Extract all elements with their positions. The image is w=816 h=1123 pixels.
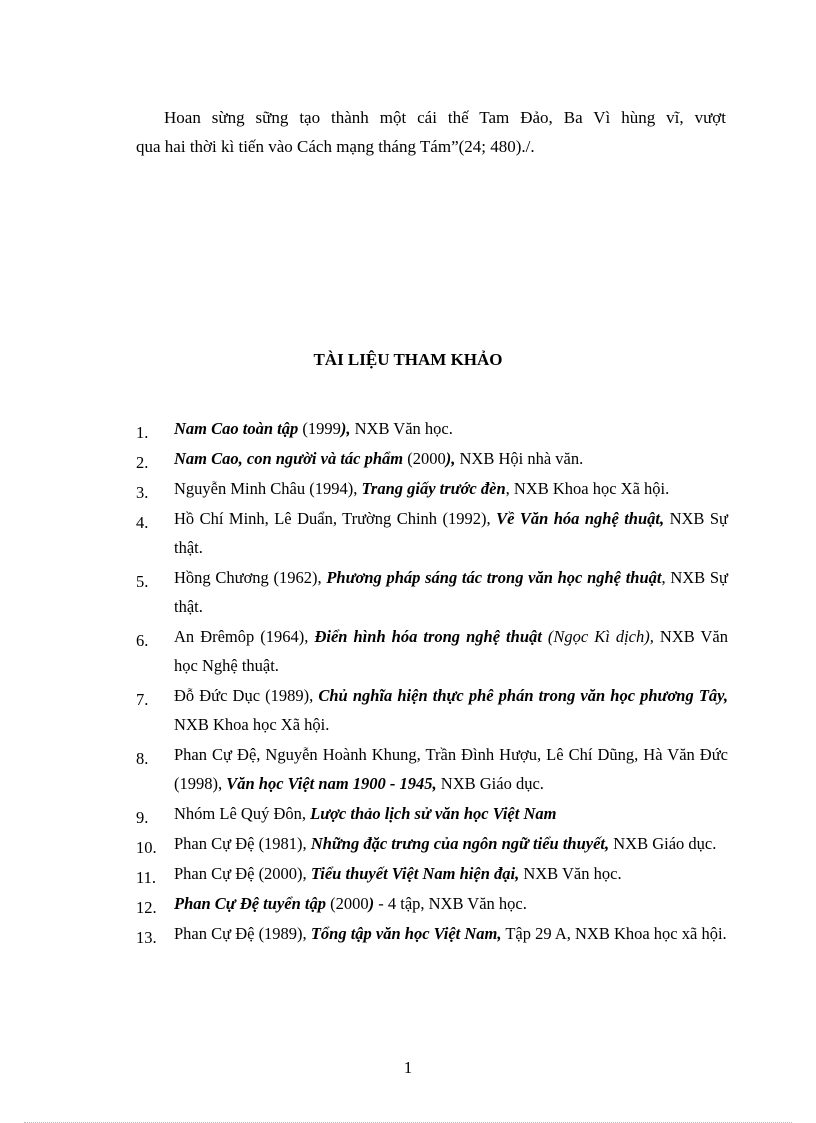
reference-text: (1999 bbox=[298, 419, 341, 438]
reference-text: Hồng Chương (1962), bbox=[174, 568, 327, 587]
reference-number: 5. bbox=[136, 572, 149, 591]
reference-title: Điển hình hóa trong nghệ thuật bbox=[314, 627, 542, 646]
reference-text: Tập 29 A, NXB Khoa học xã hội. bbox=[501, 924, 727, 943]
reference-title: Nam Cao, con người và tác phẩm bbox=[174, 449, 404, 468]
reference-number: 7. bbox=[136, 690, 149, 709]
reference-item bbox=[136, 740, 728, 798]
reference-item bbox=[136, 681, 728, 739]
reference-title: Phan Cự Đệ tuyển tập bbox=[174, 894, 326, 913]
reference-text: NXB Khoa học Xã hội. bbox=[174, 715, 330, 734]
intro-paragraph bbox=[136, 103, 726, 161]
reference-text: NXB Sự thật. bbox=[174, 509, 728, 557]
reference-item bbox=[136, 829, 728, 858]
reference-text: Phan Cự Đệ (1981), bbox=[174, 834, 311, 853]
reference-item bbox=[136, 444, 728, 473]
reference-text: Hồ Chí Minh, Lê Duẩn, Trường Chinh (1992), bbox=[174, 509, 497, 528]
reference-text: ), bbox=[340, 419, 351, 438]
reference-title: Nam Cao toàn tập bbox=[174, 419, 299, 438]
reference-item bbox=[136, 799, 728, 828]
reference-text: Phan Cự Đệ, Nguyễn Hoành Khung, Trần Đình Hượu, Lê Chí Dũng, Hà Văn Đức (1998), bbox=[174, 745, 728, 793]
reference-text: ) bbox=[368, 894, 375, 913]
reference-text: NXB Giáo dục. bbox=[436, 774, 544, 793]
reference-number: 9. bbox=[136, 808, 149, 827]
reference-title: Văn học Việt nam 1900 - 1945, bbox=[226, 774, 437, 793]
reference-title: Tiểu thuyết Việt Nam hiện đại, bbox=[310, 864, 520, 883]
reference-text: Đỗ Đức Dục (1989), bbox=[174, 686, 319, 705]
reference-number: 4. bbox=[136, 513, 149, 532]
reference-title: Phương pháp sáng tác trong văn học nghệ thuật bbox=[326, 568, 662, 587]
reference-text: (2000 bbox=[325, 894, 369, 913]
reference-number: 11. bbox=[136, 868, 157, 887]
reference-number: 12. bbox=[136, 898, 157, 917]
reference-item bbox=[136, 859, 728, 888]
reference-number: 3. bbox=[136, 483, 149, 502]
reference-text: NXB Hội nhà văn. bbox=[455, 449, 584, 468]
reference-number: 1. bbox=[136, 423, 149, 442]
reference-text: - 4 tập, NXB Văn học. bbox=[374, 894, 527, 913]
reference-number: 6. bbox=[136, 631, 149, 650]
reference-text: Nguyễn Minh Châu (1994), bbox=[174, 479, 362, 498]
reference-text: NXB Văn học. bbox=[519, 864, 622, 883]
reference-item bbox=[136, 414, 728, 443]
reference-text: NXB Văn học Nghệ thuật. bbox=[174, 627, 728, 675]
reference-text: Phan Cự Đệ (2000), bbox=[174, 864, 311, 883]
page-number: 1 bbox=[403, 1058, 413, 1077]
reference-title: Tổng tập văn học Việt Nam, bbox=[310, 924, 502, 943]
intro-line-1: Hoan sừng sững tạo thành một cái thế Tam Đảo, Ba Vì hùng vĩ, vượt bbox=[164, 108, 726, 127]
reference-item bbox=[136, 889, 728, 918]
reference-title: Trang giấy trước đèn bbox=[361, 479, 506, 498]
reference-text: Nhóm Lê Quý Đôn, bbox=[174, 804, 311, 823]
reference-text: NXB Giáo dục. bbox=[609, 834, 717, 853]
reference-text: NXB Văn học. bbox=[350, 419, 453, 438]
reference-text: , NXB Sự thật. bbox=[174, 568, 728, 616]
reference-number: 2. bbox=[136, 453, 149, 472]
reference-text: (2000 bbox=[403, 449, 446, 468]
reference-number: 13. bbox=[136, 928, 157, 947]
reference-title: Chủ nghĩa hiện thực phê phán trong văn học phương Tây, bbox=[318, 686, 728, 705]
reference-item bbox=[136, 622, 728, 680]
intro-line-2: qua hai thời kì tiến vào Cách mạng tháng Tám”(24; 480)./. bbox=[136, 137, 535, 156]
reference-text: Phan Cự Đệ (1989), bbox=[174, 924, 311, 943]
references-heading: TÀI LIỆU THAM KHẢO bbox=[313, 350, 503, 369]
reference-title: Về Văn hóa nghệ thuật, bbox=[496, 509, 665, 528]
reference-title: Những đặc trưng của ngôn ngữ tiểu thuyết, bbox=[310, 834, 610, 853]
reference-number: 10. bbox=[136, 838, 157, 857]
reference-text: ), bbox=[445, 449, 456, 468]
reference-text: An Đrêmôp (1964), bbox=[174, 627, 315, 646]
references-list bbox=[136, 414, 728, 949]
reference-text: , NXB Khoa học Xã hội. bbox=[505, 479, 670, 498]
reference-translator: (Ngọc Kì dịch), bbox=[541, 627, 654, 646]
reference-item bbox=[136, 504, 728, 562]
reference-number: 8. bbox=[136, 749, 149, 768]
reference-item bbox=[136, 474, 728, 503]
reference-item bbox=[136, 919, 728, 948]
reference-title: Lược thảo lịch sử văn học Việt Nam bbox=[310, 804, 557, 823]
reference-item bbox=[136, 563, 728, 621]
